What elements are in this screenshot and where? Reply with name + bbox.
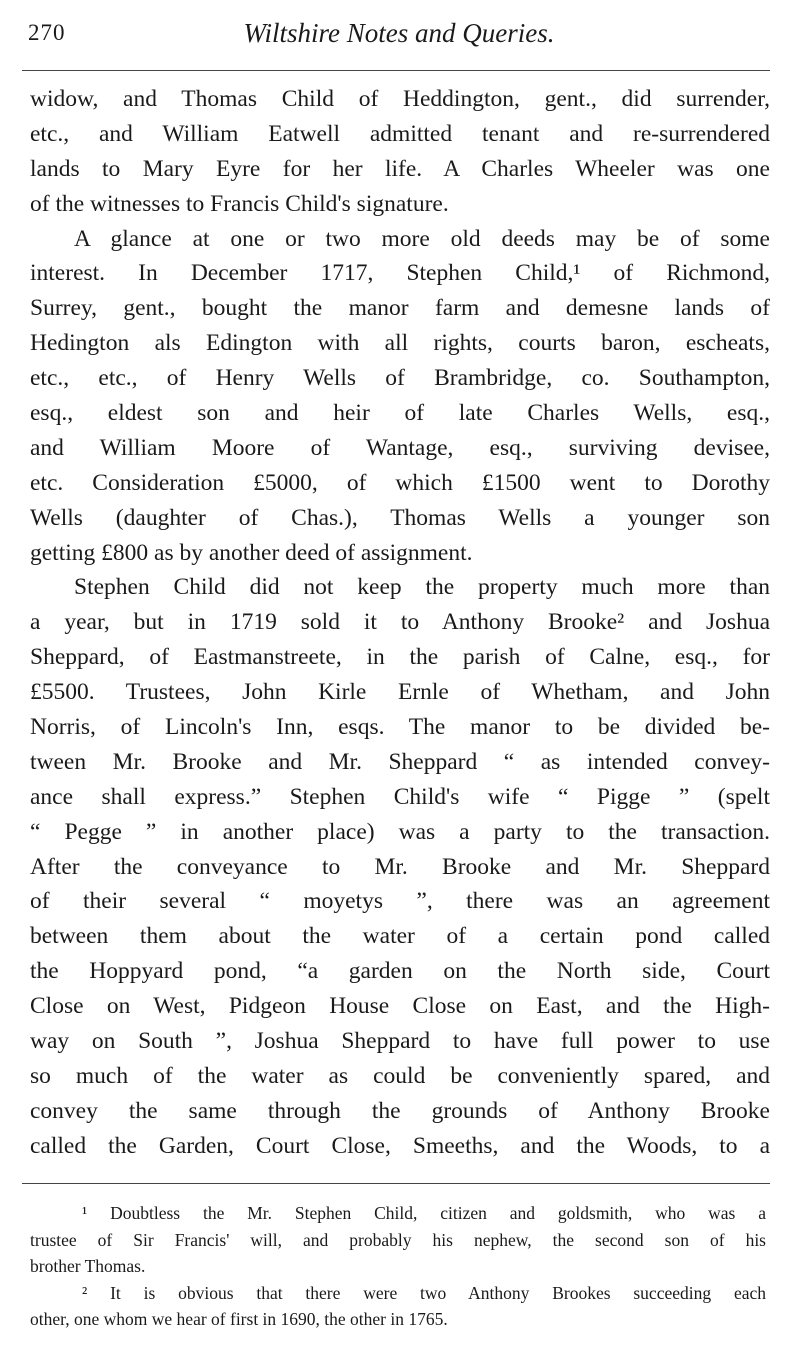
text-line: tween Mr. Brooke and Mr. Sheppard “ as intended convey- [30,748,770,775]
paragraph [30,82,770,222]
body-text [30,82,770,1164]
text-line: Wells (daughter of Chas.), Thomas Wells a younger son [30,504,770,531]
text-line: the Hoppyard pond, “a garden on the North side, Court [30,958,770,985]
text-line: called the Garden, Court Close, Smeeths, and the Woods, to a [30,1132,770,1159]
text-line: esq., eldest son and heir of late Charles Wells, esq., [30,400,770,427]
text-line: Norris, of Lincoln's Inn, esqs. The manor to be divided be- [30,714,770,741]
text-line: way on South ”, Joshua Sheppard to have full power to use [30,1028,770,1055]
text-line: of their several “ moyetys ”, there was an agreement [30,888,770,915]
footnotes [30,1200,766,1333]
text-line: Close on West, Pidgeon House Close on East, and the High- [30,993,770,1020]
paragraph [30,570,770,1163]
footnote [30,1200,766,1280]
text-line: so much of the water as could be conveniently spared, and [30,1062,770,1089]
text-line: of the witnesses to Francis Child's signature. [30,190,449,217]
paragraph [30,222,770,571]
text-line: £5500. Trustees, John Kirle Ernle of Whetham, and John [30,679,770,706]
page-number: 270 [28,20,66,45]
footnote-rule [22,1183,770,1184]
text-line: interest. In December 1717, Stephen Child,¹ of Richmond, [30,260,770,287]
text-line: Sheppard, of Eastmanstreete, in the parish of Calne, esq., for [30,644,770,671]
text-line: A glance at one or two more old deeds may be of some [74,225,770,252]
page-header [28,18,770,54]
text-line: “ Pegge ” in another place) was a party to the transaction. [30,818,770,845]
text-line: getting £800 as by another deed of assignment. [30,539,473,566]
text-line: widow, and Thomas Child of Heddington, gent., did surrender, [30,86,770,112]
footnote-line: other, one whom we hear of first in 1690, the other in 1765. [30,1309,448,1329]
running-title: Wiltshire Notes and Queries. [243,18,555,48]
text-line: Stephen Child did not keep the property much more than [74,574,770,601]
text-line: convey the same through the grounds of Anthony Brooke [30,1097,770,1124]
text-line: a year, but in 1719 sold it to Anthony Brooke² and Joshua [30,609,770,636]
footnote-line: ² It is obvious that there were two Anthony Brookes succeeding each [82,1282,766,1303]
text-line: Surrey, gent., bought the manor farm and demesne lands of [30,295,770,322]
text-line: etc. Consideration £5000, of which £1500 went to Dorothy [30,469,770,496]
footnote-line: trustee of Sir Francis' will, and probably his nephew, the second son of his [30,1229,766,1250]
text-line: etc., etc., of Henry Wells of Brambridge, co. Southampton, [30,365,770,392]
text-line: ance shall express.” Stephen Child's wife “ Pigge ” (spelt [30,783,770,810]
text-line: After the conveyance to Mr. Brooke and Mr. Sheppard [30,853,770,880]
text-line: between them about the water of a certain pond called [30,923,770,950]
text-line: and William Moore of Wantage, esq., surviving devisee, [30,434,770,461]
text-line: Hedington als Edington with all rights, courts baron, escheats, [30,330,770,357]
footnote [30,1280,766,1333]
text-line: etc., and William Eatwell admitted tenant and re-surrendered [30,120,770,147]
footnote-line: brother Thomas. [30,1256,146,1276]
header-rule [22,70,770,71]
text-line: lands to Mary Eyre for her life. A Charles Wheeler was one [30,155,770,182]
footnote-line: ¹ Doubtless the Mr. Stephen Child, citizen and goldsmith, who was a [82,1203,766,1223]
